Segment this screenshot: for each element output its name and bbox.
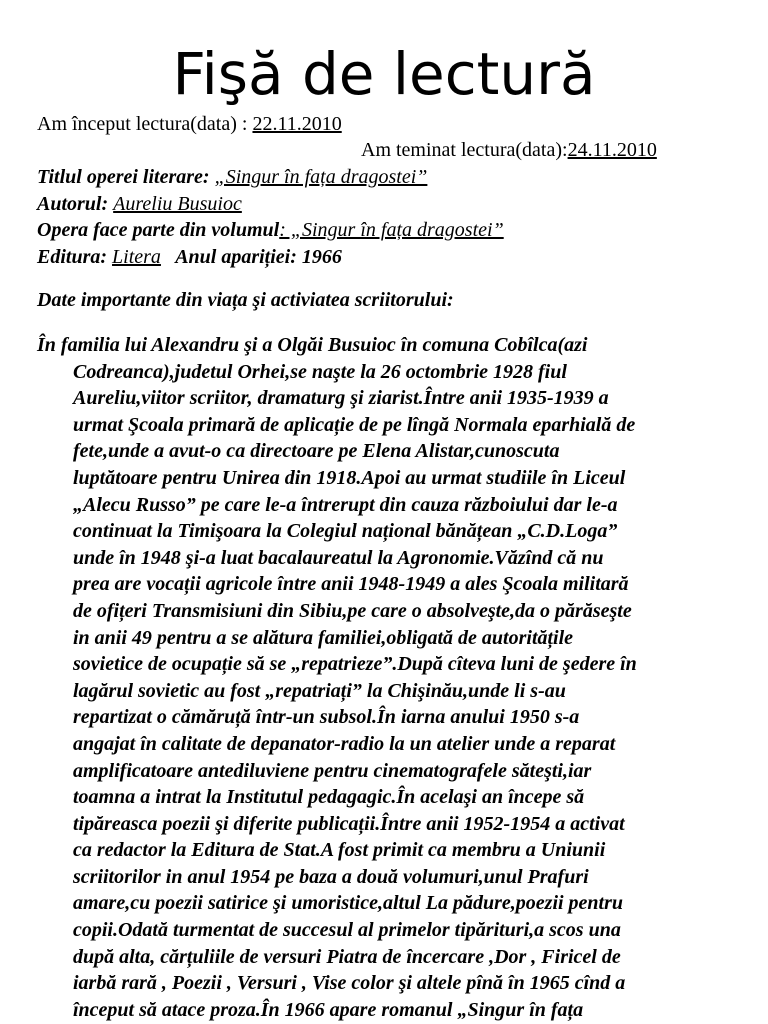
bio-line: continuat la Timişoara la Colegiul național bănățean „C.D.Loga” [73, 520, 618, 543]
bio-line: ca redactor la Editura de Stat.A fost primit ca membru a Uniunii [73, 839, 606, 862]
bio-line: iarbă rară , Poezii , Versuri , Vise color şi altele pînă în 1965 cînd a [73, 972, 626, 995]
author-label: Autorul: [37, 193, 114, 215]
publisher-line [37, 244, 342, 270]
start-date-label: Am început lectura(data) : [37, 113, 253, 135]
volume-value: : „Singur în fața dragostei” [279, 219, 504, 241]
bio-line: copii.Odată turmentat de succesul al primelor tipărituri,a scos una [73, 919, 621, 942]
bio-line: început să atace proza.În 1966 apare romanul „Singur în fața [73, 998, 584, 1021]
volume-line [37, 217, 504, 243]
work-title-value: „Singur în fața dragostei” [214, 166, 428, 188]
bio-line: luptătoare pentru Unirea din 1918.Apoi au urmat studiile în Liceul [73, 466, 626, 489]
biography-paragraph [37, 332, 737, 1023]
bio-line: amplificatoare antediluviene pentru cinematografele săteşti,iar [73, 759, 592, 782]
bio-line: prea are vocații agricole între anii 1948-1949 a ales Şcoala militară [73, 573, 629, 596]
start-date-line [37, 111, 342, 137]
bio-line: fete,unde a avut-o ca directoare pe Elena Alistar,cunoscuta [73, 440, 560, 463]
end-date-value: 24.11.2010 [567, 139, 657, 161]
bio-line: Codreanca),judetul Orhei,se naşte la 26 octombrie 1928 fiul [73, 360, 567, 383]
bio-line: tipăreasca poezii şi diferite publicații.Între anii 1952-1954 a activat [73, 812, 625, 835]
bio-line: sovietice de ocupație să se „repatrieze”.După cîteva luni de şedere în [73, 653, 637, 676]
author-line [37, 191, 242, 217]
author-value: Aureliu Busuioc [113, 193, 242, 215]
bio-line: urmat Şcoala primară de aplicație de pe lîngă Normala eparhială de [73, 413, 636, 436]
bio-line: unde în 1948 şi-a luat bacalaureatul la Agronomie.Văzînd că nu [73, 546, 604, 569]
bio-line: „Alecu Russo” pe care le-a întrerupt din cauza războiului dar le-a [73, 493, 618, 516]
bio-line: angajat în calitate de depanator-radio la un atelier unde a reparat [73, 732, 616, 755]
bio-line: toamna a intrat la Institutul pedagagic.În acelaşi an începe să [73, 786, 585, 809]
end-date-label: Am teminat lectura(data): [361, 139, 568, 161]
bio-line: Aureliu,viitor scriitor, dramaturg şi ziarist.Între anii 1935-1939 a [73, 387, 609, 410]
bio-line: de ofițeri Transmisiuni din Sibiu,pe care o absolveşte,da o părăseşte [73, 599, 632, 622]
bio-heading: Date importante din viața şi activiatea scriitorului: [37, 289, 454, 311]
start-date-value: 22.11.2010 [252, 113, 342, 135]
bio-line: scriitorilor in anul 1954 pe baza a două volumuri,unul Prafuri [73, 865, 589, 888]
bio-line: În familia lui Alexandru şi a Olgăi Busuioc în comuna Cobîlca(azi [37, 334, 588, 356]
publisher-value: Litera [112, 246, 161, 268]
work-title-label: Titlul operei literare: [37, 166, 215, 188]
page-title: Fişă de lectură [172, 40, 596, 108]
bio-line: repartizat o cămăruță într-un subsol.În iarna anului 1950 s-a [73, 706, 580, 729]
bio-line: după alta, cărțuliile de versuri Piatra de încercare ,Dor , Firicel de [73, 945, 621, 968]
end-date-line [361, 137, 657, 163]
work-title-line [37, 164, 427, 190]
publication-year: Anul apariției: 1966 [160, 246, 342, 268]
publisher-label: Editura: [37, 246, 113, 268]
bio-line: in anii 49 pentru a se alătura familiei,obligată de autoritățile [73, 626, 574, 649]
bio-line: amare,cu poezii satirice şi umoristice,altul La pădure,poezii pentru [73, 892, 624, 915]
volume-label: Opera face parte din volumul [37, 219, 280, 241]
bio-line: lagărul sovietic au fost „repatriați” la Chişinău,unde li s-au [73, 679, 566, 702]
